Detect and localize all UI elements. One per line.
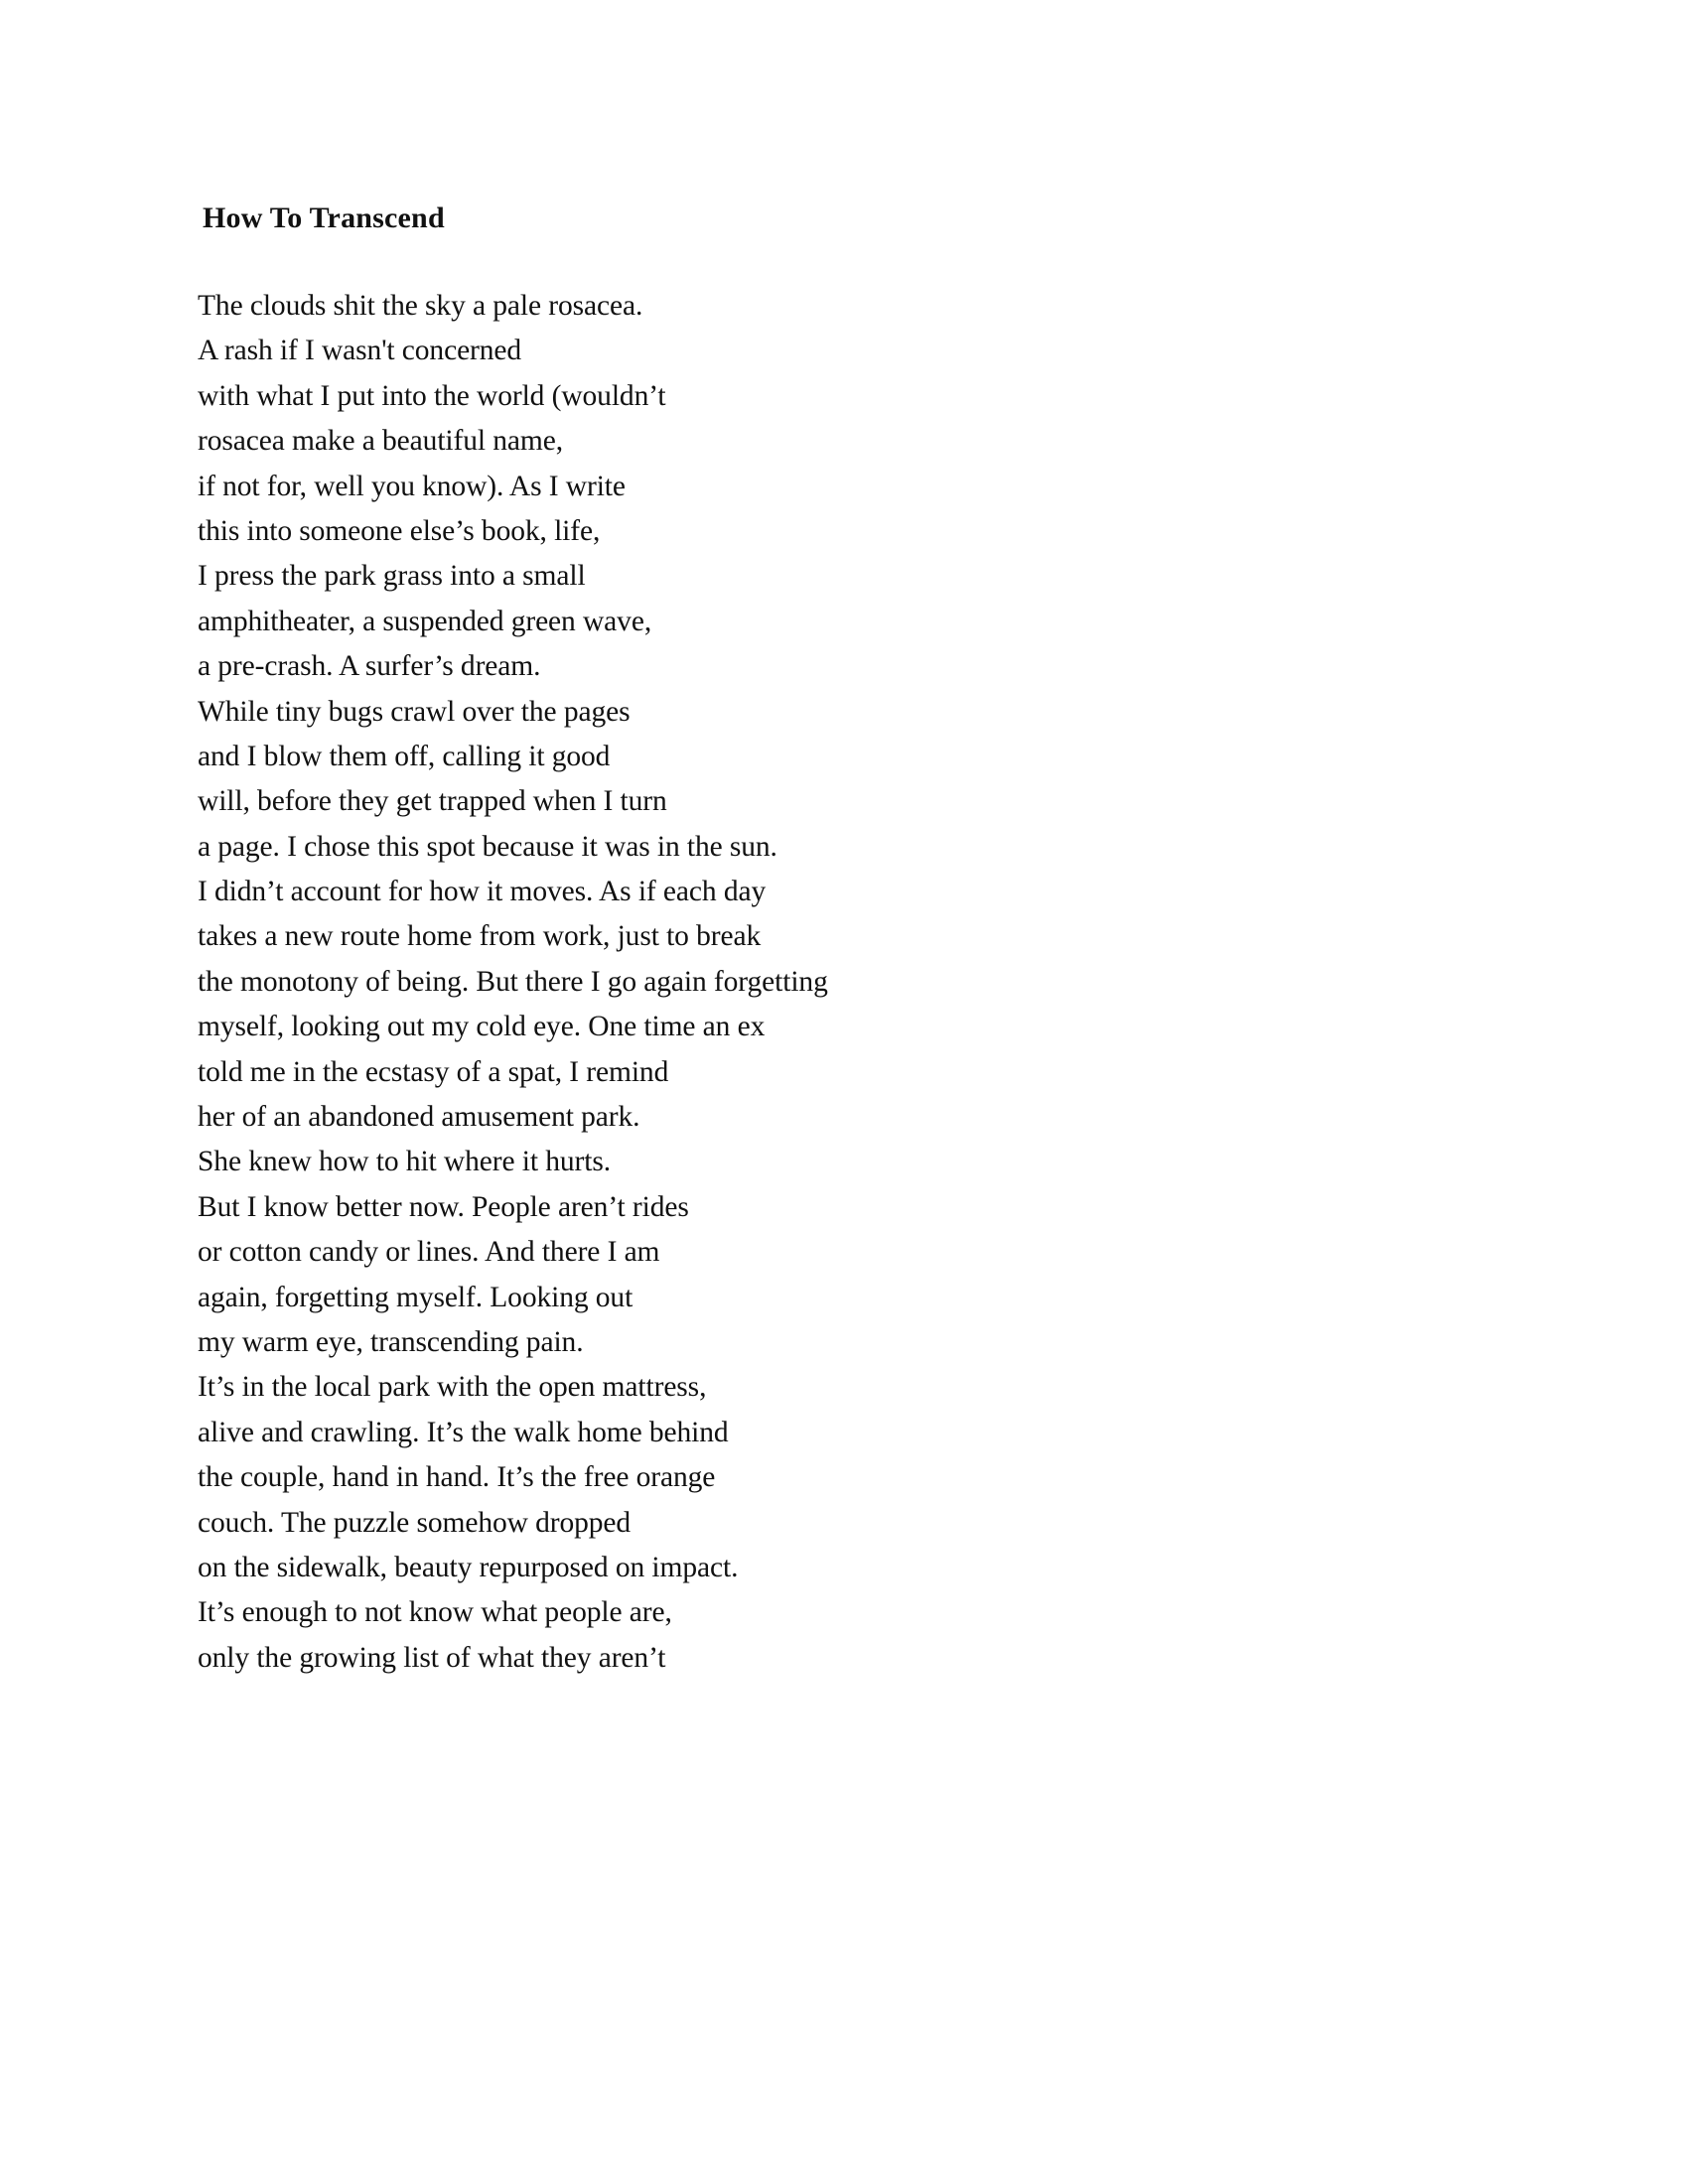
poem-line: rosacea make a beautiful name, (198, 425, 564, 458)
poem-line: A rash if I wasn't concerned (198, 335, 522, 367)
poem-line: again, forgetting myself. Looking out (198, 1281, 633, 1313)
poem-line: my warm eye, transcending pain. (198, 1325, 584, 1358)
poem-line: this into someone else’s book, life, (198, 514, 601, 547)
poem-line: will, before they get trapped when I turn (198, 785, 667, 818)
poem-line: I didn’t account for how it moves. As if each day (198, 876, 767, 908)
poem-line: and I blow them off, calling it good (198, 740, 611, 772)
poem-line: a pre-crash. A surfer’s dream. (198, 650, 541, 683)
poem-line: takes a new route home from work, just to break (198, 920, 762, 953)
poem-line: if not for, well you know). As I write (198, 470, 626, 502)
poem-line: alive and crawling. It’s the walk home behind (198, 1416, 729, 1448)
poem-line: It’s in the local park with the open mattress, (198, 1371, 707, 1404)
poem-line: her of an abandoned amusement park. (198, 1101, 640, 1134)
poem-line: or cotton candy or lines. And there I am (198, 1236, 660, 1269)
poem-body (198, 284, 828, 1681)
poem-line: couch. The puzzle somehow dropped (198, 1506, 632, 1539)
poem-line: on the sidewalk, beauty repurposed on impact. (198, 1551, 739, 1583)
poem-line: It’s enough to not know what people are, (198, 1596, 672, 1629)
poem-line: amphitheater, a suspended green wave, (198, 605, 652, 637)
poem-line: But I know better now. People aren’t rides (198, 1190, 689, 1223)
poem-line: only the growing list of what they aren’t (198, 1641, 666, 1674)
poem-line: told me in the ecstasy of a spat, I remind (198, 1055, 669, 1088)
poem-line: with what I put into the world (wouldn’t (198, 379, 666, 412)
poem-line: a page. I chose this spot because it was in the sun. (198, 830, 777, 863)
poem-line: She knew how to hit where it hurts. (198, 1146, 611, 1178)
poem-line: The clouds shit the sky a pale rosacea. (198, 290, 643, 322)
poem-line: the monotony of being. But there I go again forgetting (198, 965, 828, 998)
poem-line: myself, looking out my cold eye. One time an ex (198, 1011, 766, 1043)
poem-line: While tiny bugs crawl over the pages (198, 695, 631, 728)
poem-line: the couple, hand in hand. It’s the free orange (198, 1461, 716, 1494)
poem-line: I press the park grass into a small (198, 560, 586, 593)
poem-title: How To Transcend (203, 202, 445, 234)
